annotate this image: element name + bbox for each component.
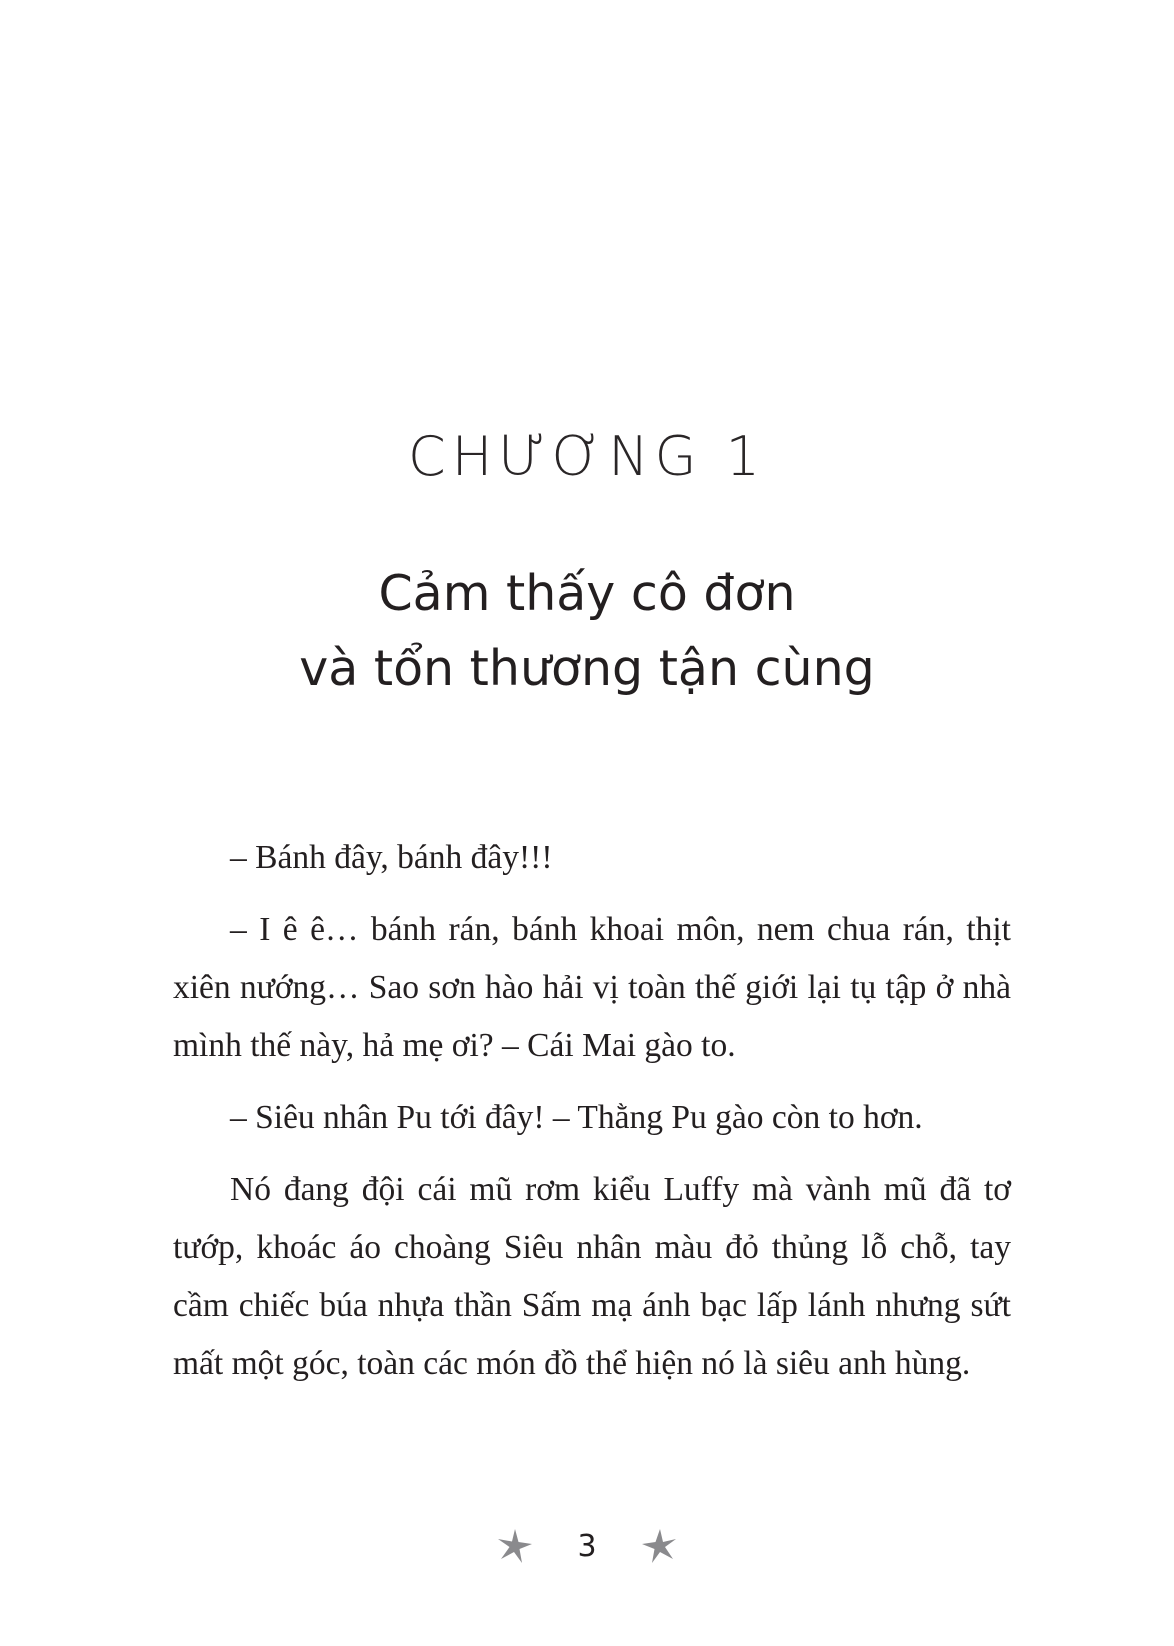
paragraph: – I ê ê… bánh rán, bánh khoai môn, nem chua rán, thịt xiên nướng… Sao sơn hào hải vị toàn thế giới lại tụ tập ở nhà mình thế này, hả mẹ ơi? – Cái Mai gào to.: [173, 911, 1011, 1064]
chapter-title: [0, 556, 1174, 706]
star-icon: [495, 1526, 535, 1566]
paragraph: – Siêu nhân Pu tới đây! – Thằng Pu gào còn to hơn.: [230, 1099, 923, 1136]
chapter-title-line-1: Cảm thấy cô đơn: [378, 565, 796, 622]
chapter-title-line-2: và tổn thương tận cùng: [299, 640, 875, 697]
page-footer: [0, 1520, 1174, 1572]
paragraph: – Bánh đây, bánh đây!!!: [230, 839, 553, 876]
star-icon: [639, 1526, 679, 1566]
page-number: 3: [577, 1528, 597, 1564]
body-text: [173, 829, 1011, 1407]
chapter-label: CHƯƠNG 1: [408, 425, 766, 488]
paragraph: Nó đang đội cái mũ rơm kiểu Luffy mà vành mũ đã tơ tướp, khoác áo choàng Siêu nhân màu đỏ thủng lỗ chỗ, tay cầm chiếc búa nhựa thần Sấm mạ ánh bạc lấp lánh nhưng sứt mất một góc, toàn các món đồ thể hiện nó là siêu anh hùng.: [173, 1171, 1011, 1382]
